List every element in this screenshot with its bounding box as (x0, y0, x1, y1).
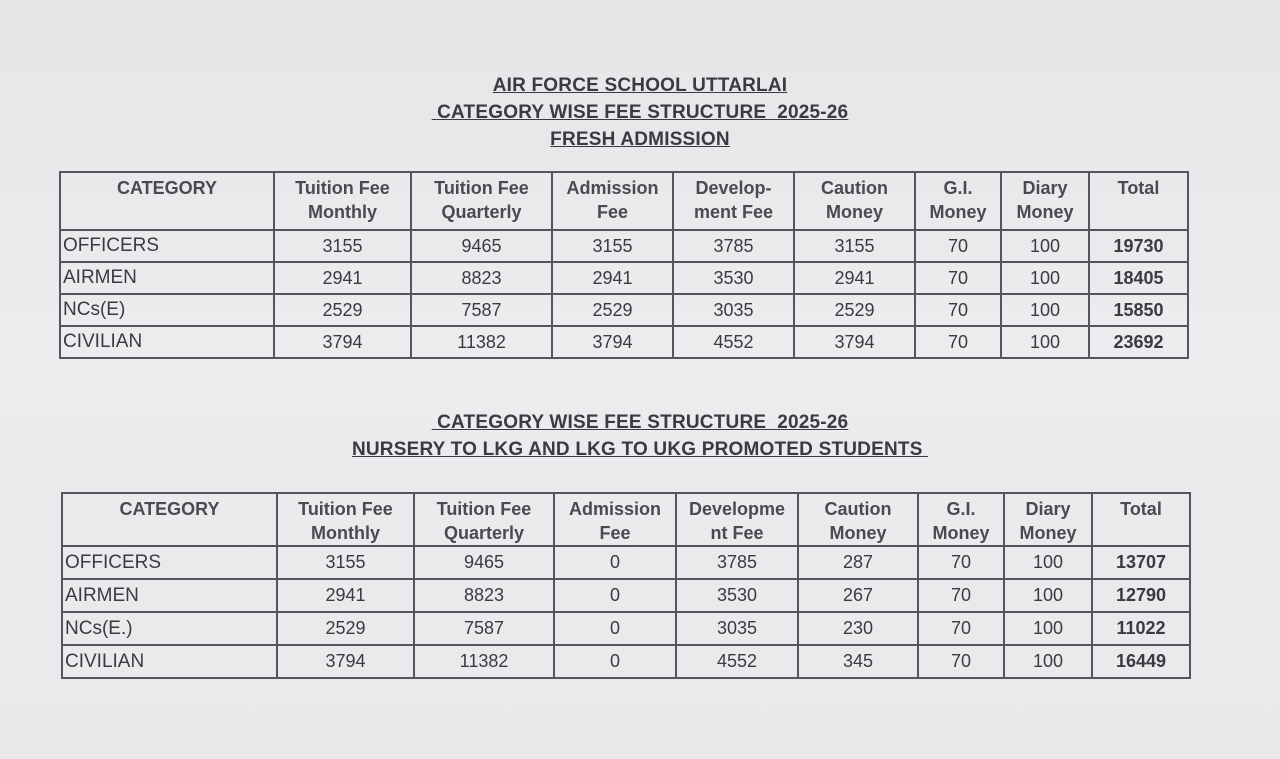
table-row (62, 645, 1190, 678)
fee-cell: 100 (1001, 294, 1089, 326)
fee-cell: 9465 (414, 546, 554, 579)
fee-cell: 2941 (277, 579, 414, 612)
fee-cell: 2529 (794, 294, 915, 326)
fee-cell: 3794 (277, 645, 414, 678)
column-header: Diary Money (1001, 172, 1089, 230)
fee-cell: 2941 (274, 262, 411, 294)
fresh-admission-fee-table (59, 171, 1189, 359)
column-header: Tuition Fee Monthly (274, 172, 411, 230)
fee-cell: 2529 (552, 294, 673, 326)
table-row (60, 326, 1188, 358)
column-header: Caution Money (798, 493, 918, 546)
fee-cell: 230 (798, 612, 918, 645)
fee-cell: 100 (1004, 645, 1092, 678)
column-header: Total (1089, 172, 1188, 230)
fee-cell: 100 (1001, 262, 1089, 294)
column-header: CATEGORY (60, 172, 274, 230)
category-cell: NCs(E) (60, 294, 274, 326)
fee-cell: 70 (918, 645, 1004, 678)
column-header: Admission Fee (554, 493, 676, 546)
column-header: Develop- ment Fee (673, 172, 794, 230)
fee-cell: 11382 (411, 326, 552, 358)
promoted-students-fee-table (61, 492, 1191, 679)
fee-cell: 0 (554, 612, 676, 645)
fee-cell: 70 (918, 546, 1004, 579)
fee-cell: 3530 (676, 579, 798, 612)
table-row (62, 546, 1190, 579)
table-row (60, 294, 1188, 326)
fee-cell: 2529 (274, 294, 411, 326)
fee-cell: 7587 (414, 612, 554, 645)
fee-cell: 2941 (552, 262, 673, 294)
table-row (62, 612, 1190, 645)
fee-cell: 8823 (414, 579, 554, 612)
fee-cell: 100 (1004, 546, 1092, 579)
category-cell: AIRMEN (62, 579, 277, 612)
document-heading (0, 72, 1280, 153)
total-cell: 12790 (1092, 579, 1190, 612)
fee-cell: 3155 (274, 230, 411, 262)
column-header: Diary Money (1004, 493, 1092, 546)
column-header: Admission Fee (552, 172, 673, 230)
column-header: Tuition Fee Quarterly (414, 493, 554, 546)
fee-cell: 100 (1004, 612, 1092, 645)
column-header: Developme nt Fee (676, 493, 798, 546)
column-header: Tuition Fee Monthly (277, 493, 414, 546)
fee-cell: 70 (918, 579, 1004, 612)
column-header: CATEGORY (62, 493, 277, 546)
column-header: Tuition Fee Quarterly (411, 172, 552, 230)
fee-cell: 287 (798, 546, 918, 579)
total-cell: 15850 (1089, 294, 1188, 326)
section-2-heading (0, 409, 1280, 463)
fee-cell: 2941 (794, 262, 915, 294)
fee-cell: 70 (915, 230, 1001, 262)
table-row (60, 262, 1188, 294)
header-row (62, 493, 1190, 546)
section-2-title: CATEGORY WISE FEE STRUCTURE 2025-26 (431, 412, 849, 433)
fee-cell: 7587 (411, 294, 552, 326)
fee-cell: 0 (554, 546, 676, 579)
fee-cell: 4552 (673, 326, 794, 358)
fee-cell: 3794 (794, 326, 915, 358)
table-row (62, 579, 1190, 612)
fee-cell: 3794 (552, 326, 673, 358)
category-cell: OFFICERS (60, 230, 274, 262)
section-2-subtitle: NURSERY TO LKG AND LKG TO UKG PROMOTED STUDENTS (351, 439, 929, 460)
fee-cell: 3785 (676, 546, 798, 579)
fee-cell: 8823 (411, 262, 552, 294)
fee-cell: 3035 (676, 612, 798, 645)
fee-cell: 100 (1004, 579, 1092, 612)
category-cell: CIVILIAN (62, 645, 277, 678)
fee-cell: 267 (798, 579, 918, 612)
school-name: AIR FORCE SCHOOL UTTARLAI (492, 75, 788, 96)
table-row (60, 230, 1188, 262)
fee-cell: 0 (554, 579, 676, 612)
column-header: G.I. Money (918, 493, 1004, 546)
total-cell: 18405 (1089, 262, 1188, 294)
fee-cell: 70 (918, 612, 1004, 645)
fee-cell: 9465 (411, 230, 552, 262)
column-header: Caution Money (794, 172, 915, 230)
header-row (60, 172, 1188, 230)
fee-cell: 3794 (274, 326, 411, 358)
fee-cell: 100 (1001, 326, 1089, 358)
fee-cell: 100 (1001, 230, 1089, 262)
fee-cell: 3155 (794, 230, 915, 262)
fee-cell: 0 (554, 645, 676, 678)
fee-cell: 4552 (676, 645, 798, 678)
fee-cell: 70 (915, 326, 1001, 358)
fee-cell: 70 (915, 262, 1001, 294)
total-cell: 16449 (1092, 645, 1190, 678)
category-cell: CIVILIAN (60, 326, 274, 358)
fee-cell: 3155 (277, 546, 414, 579)
fee-cell: 11382 (414, 645, 554, 678)
total-cell: 11022 (1092, 612, 1190, 645)
fee-cell: 345 (798, 645, 918, 678)
total-cell: 13707 (1092, 546, 1190, 579)
fee-cell: 3785 (673, 230, 794, 262)
column-header: Total (1092, 493, 1190, 546)
fee-cell: 3530 (673, 262, 794, 294)
fee-cell: 3035 (673, 294, 794, 326)
category-cell: NCs(E.) (62, 612, 277, 645)
total-cell: 19730 (1089, 230, 1188, 262)
fresh-admission-subtitle: FRESH ADMISSION (550, 129, 730, 150)
column-header: G.I. Money (915, 172, 1001, 230)
category-cell: AIRMEN (60, 262, 274, 294)
total-cell: 23692 (1089, 326, 1188, 358)
fee-cell: 3155 (552, 230, 673, 262)
fee-cell: 2529 (277, 612, 414, 645)
category-cell: OFFICERS (62, 546, 277, 579)
fee-cell: 70 (915, 294, 1001, 326)
fee-structure-title: CATEGORY WISE FEE STRUCTURE 2025-26 (431, 102, 849, 123)
